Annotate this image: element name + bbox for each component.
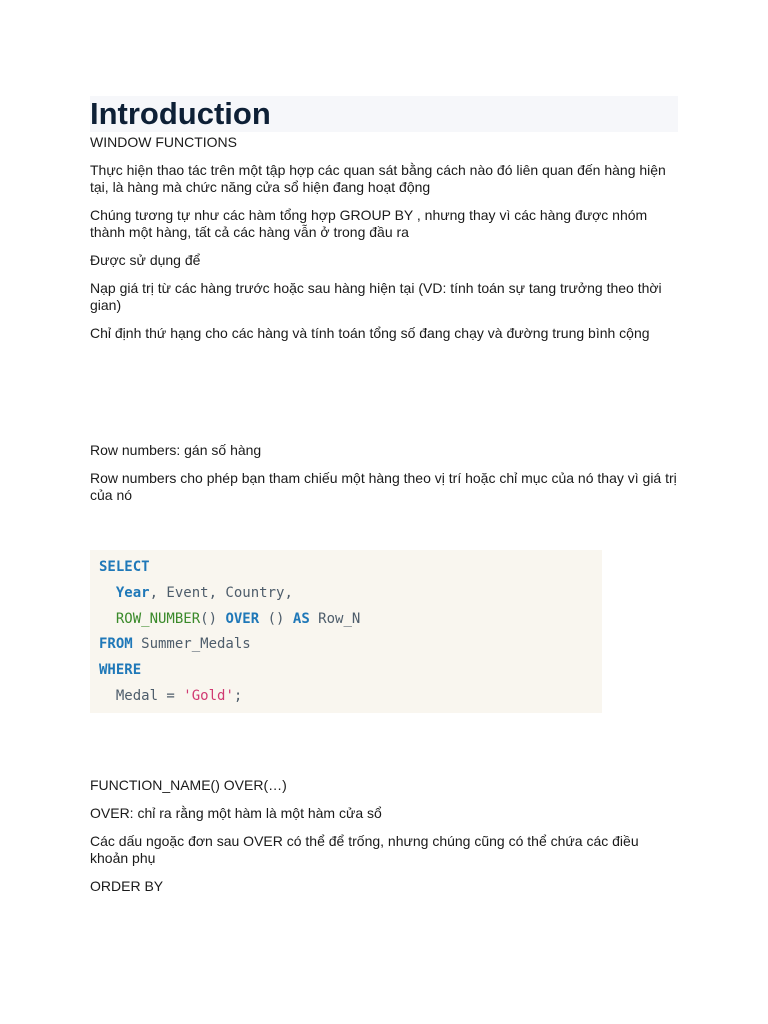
code-columns-rest: , Event, Country, [149,584,293,601]
paragraph-parentheses: Các dấu ngoặc đơn sau OVER có thể để trống, nhưng chúng cũng có thể chứa các điều khoản phụ [90,833,639,866]
paragraph-row-numbers-heading: Row numbers: gán số hàng [90,442,262,458]
page-title: Introduction [90,96,271,131]
spacer [90,713,678,777]
paragraph-fetch-values: Nạp giá trị từ các hàng trước hoặc sau hàng hiện tại (VD: tính toán sự tang trưởng theo thời gian) [90,280,662,313]
code-column-year: Year [115,584,150,601]
code-function-row-number: ROW_NUMBER [115,610,201,627]
paragraph-over-meaning: OVER: chỉ ra rằng một hàm là một hàm cửa sổ [90,805,382,821]
paragraph-used-for: Được sử dụng để [90,252,201,268]
code-alias: Row_N [309,610,361,627]
paragraph-row-numbers-description: Row numbers cho phép bạn tham chiếu một hàng theo vị trí hoặc chỉ mục của nó thay vì giá trị của nó [90,470,677,503]
paragraph-ranking: Chỉ định thứ hạng cho các hàng và tính toán tổng số đang chạy và đường trung bình cộng [90,325,650,341]
code-parens: () [259,610,293,627]
code-semicolon: ; [233,687,243,704]
code-keyword-as: AS [292,610,310,627]
paragraph-group-by-comparison: Chúng tương tự như các hàm tổng hợp GROUP BY , nhưng thay vì các hàng được nhóm thành một hàng, tất cả các hàng vẫn ở trong đầu ra [90,207,648,240]
code-keyword-over: OVER [225,610,260,627]
code-keyword-from: FROM [99,636,133,653]
code-string-value: 'Gold' [183,687,234,704]
document-page [90,96,678,906]
spacer [90,515,678,550]
paragraph-definition: Thực hiện thao tác trên một tập hợp các quan sát bằng cách nào đó liên quan đến hàng hiện tại, là hàng mà chức năng cửa sổ hiện đang hoạt động [90,162,666,195]
sql-code-block [90,550,602,713]
paragraph-order-by: ORDER BY [90,878,164,894]
paragraph-syntax: FUNCTION_NAME() OVER(…) [90,777,287,793]
section-heading-window-functions: WINDOW FUNCTIONS [90,134,237,150]
title-band [90,96,678,132]
code-keyword-select: SELECT [99,559,150,575]
code-condition: Medal = [115,687,184,704]
code-parens: () [200,610,226,627]
spacer [90,353,678,442]
code-table-name: Summer_Medals [132,636,251,653]
code-keyword-where: WHERE [99,662,142,679]
